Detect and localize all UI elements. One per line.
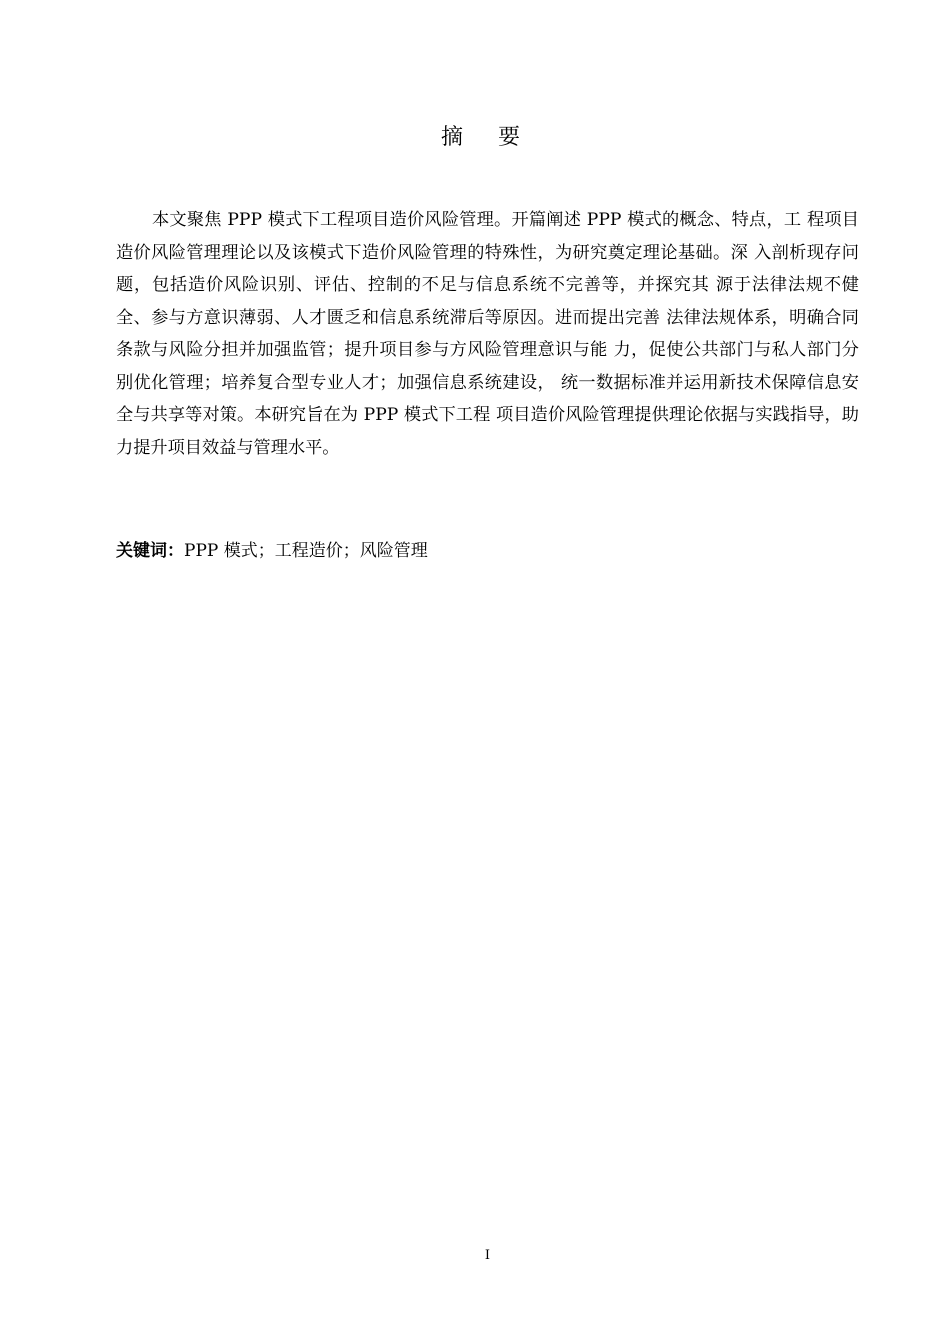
page-number: I — [484, 1248, 491, 1263]
keywords-text: PPP 模式；工程造价；风险管理 — [184, 541, 428, 561]
page-title: 摘 要 — [441, 125, 534, 150]
keywords-line — [116, 536, 859, 566]
keywords-label: 关键词： — [116, 541, 184, 561]
abstract-body: 本文聚焦 PPP 模式下工程项目造价风险管理。开篇阐述 PPP 模式的概念、特点，工 程项目造价风险管理理论以及该模式下造价风险管理的特殊性，为研究奠定理论基础。深 入剖析现存问题，包括造价风险识别、评估、控制的不足与信息系统不完善等，并探究其 源于法律法规不健全、参与方意识薄弱、人才匮乏和信息系统滞后等原因。进而提出完善 法律法规体系，明确合同条款与风险分担并加强监管；提升项目参与方风险管理意识与能 力，促使公共部门与私人部门分别优化管理；培养复合型专业人才；加强信息系统建设， 统一数据标准并运用新技术保障信息安全与共享等对策。本研究旨在为 PPP 模式下工程 项目造价风险管理提供理论依据与实践指导，助力提升项目效益与管理水平。 — [116, 210, 859, 458]
